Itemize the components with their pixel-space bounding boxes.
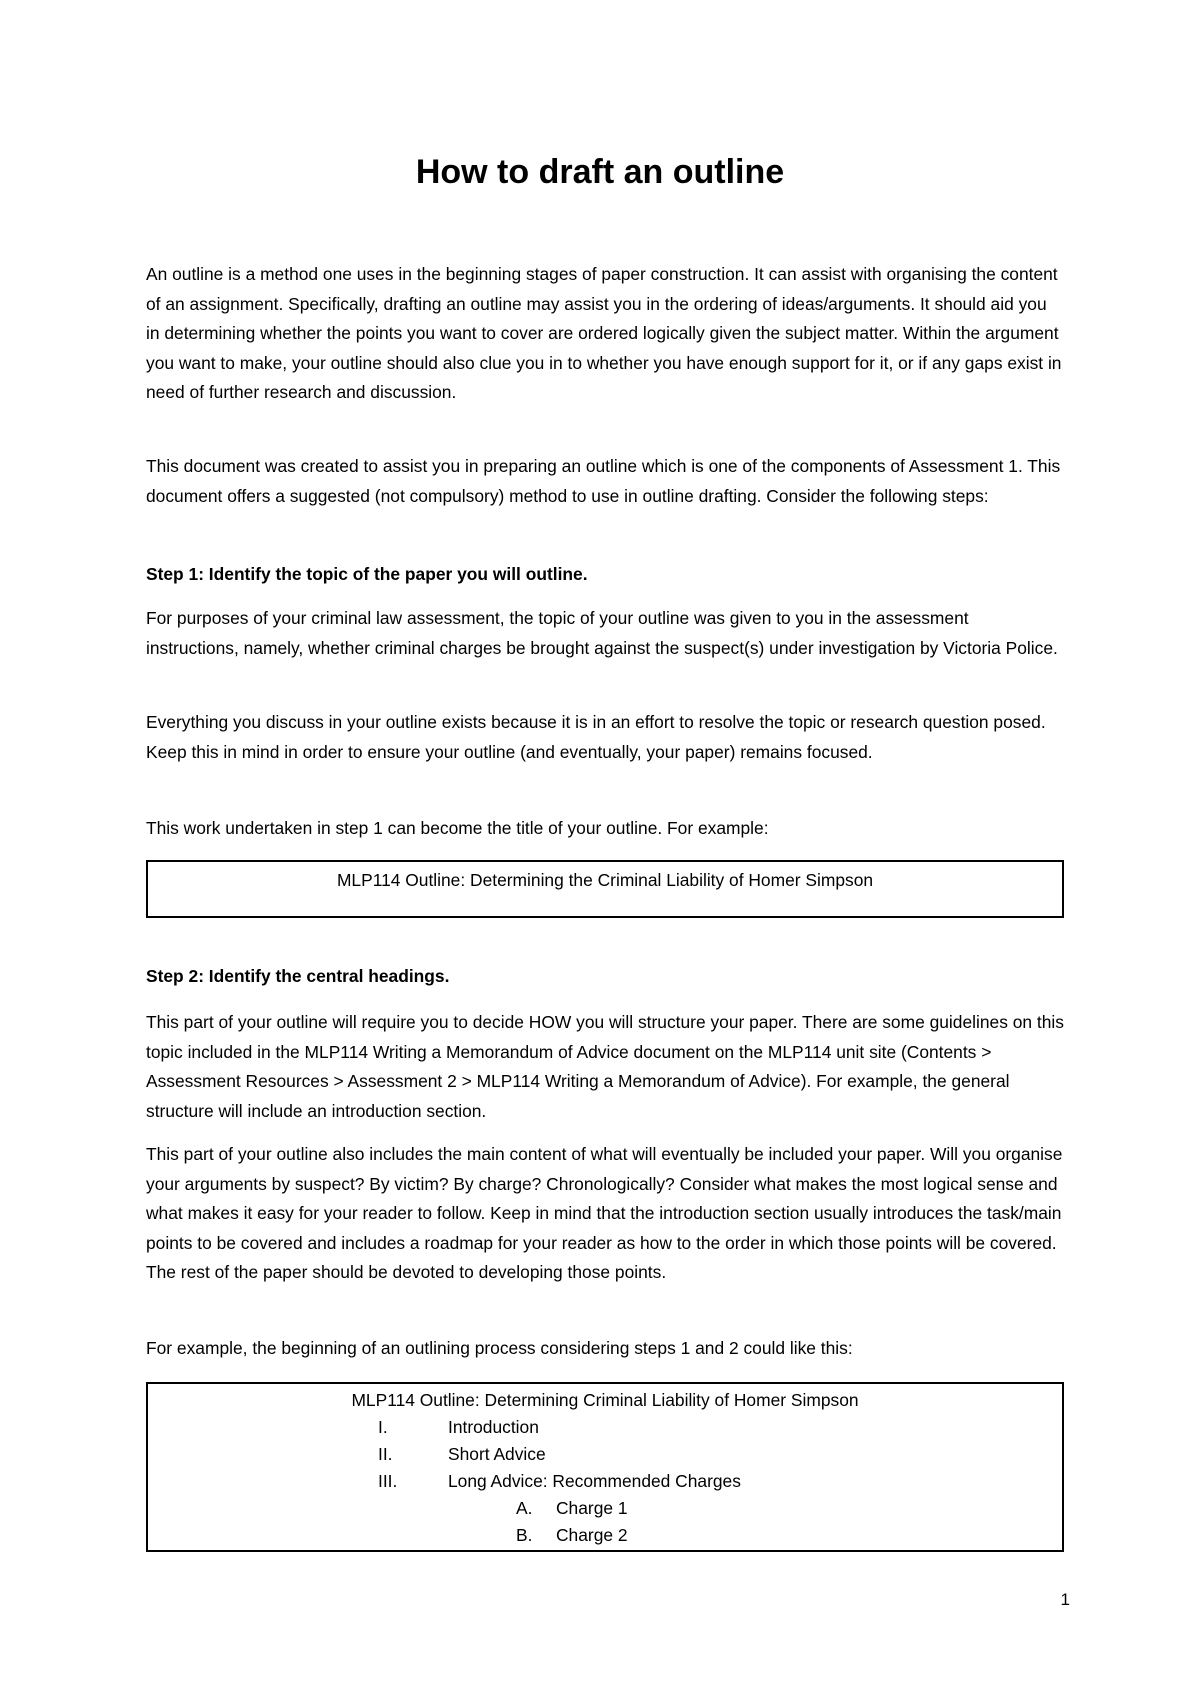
outline-subitem-number: A. — [516, 1498, 533, 1518]
intro-paragraph: An outline is a method one uses in the beginning stages of paper construction. It can assist with organising the content of an assignment. Specifically, drafting an outline may assist you in the ordering of ideas/arguments. It should aid you in determining whether the points you want to cover are ordered logically given the subject matter. Within the argument you want to make, your outline should also clue you in to whether you have enough support for it, or if any gaps exist in need of further research and discussion. — [146, 264, 1062, 402]
purpose-paragraph: This document was created to assist you in preparing an outline which is one of the components of Assessment 1. This document offers a suggested (not compulsory) method to use in outline drafting. Consider the following steps: — [146, 456, 1061, 506]
example-title-box — [146, 860, 1064, 918]
outline-subitem-label: Charge 1 — [556, 1498, 628, 1518]
outline-subitem-label: Charge 2 — [556, 1525, 628, 1545]
step2-heading: Step 2: Identify the central headings. — [146, 966, 450, 986]
step1-paragraph-topic: For purposes of your criminal law assessment, the topic of your outline was given to you in the assessment instructions, namely, whether criminal charges be brought against the suspect(s) under investigation by Victoria Police. — [146, 608, 1058, 658]
page-title: How to draft an outline — [415, 153, 785, 191]
page-number: 1 — [1060, 1590, 1070, 1609]
step2-paragraph-content: This part of your outline also includes the main content of what will eventually be included your paper. Will you organise your arguments by suspect? By victim? By charge? Chronologically? Consider what makes the most logical sense and what makes it easy for your reader to follow. Keep in mind that the introduction section usually introduces the task/main points to be covered and includes a roadmap for your reader as how to the order in which those points will be covered. The rest of the paper should be devoted to developing those points. — [146, 1144, 1063, 1282]
step2-paragraph-structure: This part of your outline will require you to decide HOW you will structure your paper. There are some guidelines on this topic included in the MLP114 Writing a Memorandum of Advice document on the MLP114 unit site (Contents > Assessment Resources > Assessment 2 > MLP114 Writing a Memorandum of Advice). For example, the general structure will include an introduction section. — [146, 1012, 1064, 1121]
outline-subitem-number: B. — [516, 1525, 533, 1545]
step1-heading: Step 1: Identify the topic of the paper you will outline. — [146, 564, 588, 584]
step1-paragraph-example-intro: This work undertaken in step 1 can become the title of your outline. For example: — [146, 818, 769, 838]
outline-item-label: Short Advice — [448, 1444, 546, 1464]
outline-item-label: Introduction — [448, 1417, 539, 1437]
step1-paragraph-focus: Everything you discuss in your outline exists because it is in an effort to resolve the topic or research question posed. Keep this in mind in order to ensure your outline (and eventually, your paper) remains focused. — [146, 712, 1046, 762]
example-title-text: MLP114 Outline: Determining the Criminal Liability of Homer Simpson — [336, 870, 874, 890]
outline-item-label: Long Advice: Recommended Charges — [448, 1471, 741, 1491]
step2-paragraph-example-intro: For example, the beginning of an outlining process considering steps 1 and 2 could like this: — [146, 1338, 853, 1358]
example-outline-title: MLP114 Outline: Determining Criminal Liability of Homer Simpson — [351, 1390, 859, 1410]
example-outline-box: MLP114 Outline: Determining Criminal Liability of Homer Simpson I. Introduction II. Short Advice III. Long Advice: Recommended Charges A. Charge 1 B. Charge 2 — [146, 1382, 1064, 1552]
